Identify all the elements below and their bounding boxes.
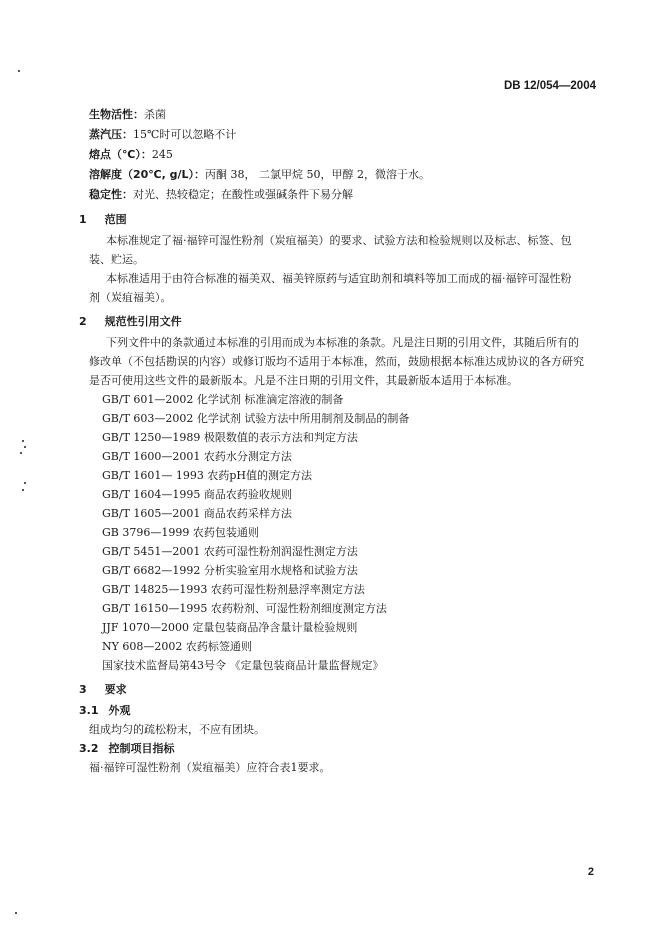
scan-speck <box>15 912 17 914</box>
section-3-1-text: 组成均匀的疏松粉末，不应有团块。 <box>89 723 265 736</box>
section-2-paragraph-line-1: 下列文件中的条款通过本标准的引用而成为本标准的条款。凡是注日期的引用文件，其随后所有的 <box>106 336 579 349</box>
reference-item: GB/T 16150—1995 农药粉剂、可湿性粉剂细度测定方法 <box>102 602 387 615</box>
reference-item: 国家技术监督局第43号令 《定量包装商品计量监督规定》 <box>102 659 384 672</box>
reference-item: NY 608—2002 农药标签通则 <box>102 640 252 653</box>
page-number: 2 <box>587 866 594 878</box>
section-1-paragraph-2-line-2: 剂（炭疽福美）。 <box>89 291 172 304</box>
section-2-paragraph-line-2: 修改单（不包括勘误的内容）或修订版均不适用于本标准，然而，鼓励根据本标准达成协议的各方研究 <box>89 355 584 368</box>
property-melting-point: 熔点（℃）：245 <box>89 148 173 161</box>
scan-speck <box>22 440 24 442</box>
scan-speck <box>18 70 20 72</box>
reference-item: GB/T 14825—1993 农药可湿性粉剂悬浮率测定方法 <box>102 583 365 596</box>
property-vapor-pressure: 蒸汽压：15℃时可以忽略不计 <box>89 128 237 141</box>
scan-speck <box>24 482 26 484</box>
property-bio-activity: 生物活性：杀菌 <box>89 108 166 121</box>
reference-item: GB/T 601—2002 化学试剂 标准滴定溶液的制备 <box>102 393 344 406</box>
section-3-2-text: 福·福锌可湿性粉剂（炭疽福美）应符合表1要求。 <box>89 761 331 774</box>
reference-item: GB/T 603—2002 化学试剂 试验方法中所用制剂及制品的制备 <box>102 412 410 425</box>
property-stability: 稳定性：对光、热较稳定；在酸性或强碱条件下易分解 <box>89 188 353 201</box>
reference-item: JJF 1070—2000 定量包装商品净含量计量检验规则 <box>102 621 358 634</box>
section-3-heading: 3 要求 <box>79 683 127 696</box>
reference-item: GB 3796—1999 农药包装通则 <box>102 526 259 539</box>
section-1-heading: 1 范围 <box>79 213 127 226</box>
section-2-heading: 2 规范性引用文件 <box>79 315 182 328</box>
section-2-paragraph-line-3: 是否可使用这些文件的最新版本。凡是不注日期的引用文件，其最新版本适用于本标准。 <box>89 374 518 387</box>
section-1-paragraph-1-line-2: 装、贮运。 <box>89 253 144 266</box>
section-3-2-heading: 3.2 控制项目指标 <box>79 742 175 755</box>
reference-item: GB/T 1605—2001 商品农药采样方法 <box>102 507 292 520</box>
document-code: DB 12/054—2004 <box>503 80 596 92</box>
reference-item: GB/T 1604—1995 商品农药验收规则 <box>102 488 292 501</box>
scan-speck <box>22 489 24 491</box>
section-1-paragraph-1-line-1: 本标准规定了福·福锌可湿性粉剂（炭疽福美）的要求、试验方法和检验规则以及标志、标签、包 <box>106 234 572 247</box>
property-solubility: 溶解度（20℃, g/L）：丙酮 38， 二氯甲烷 50，甲醇 2，微溶于水。 <box>89 168 431 181</box>
reference-item: GB/T 1250—1989 极限数值的表示方法和判定方法 <box>102 431 358 444</box>
reference-item: GB/T 6682—1992 分析实验室用水规格和试验方法 <box>102 564 358 577</box>
reference-item: GB/T 1600—2001 农药水分测定方法 <box>102 450 292 463</box>
scan-speck <box>24 446 26 448</box>
reference-item: GB/T 5451—2001 农药可湿性粉剂润湿性测定方法 <box>102 545 358 558</box>
section-3-1-heading: 3.1 外观 <box>79 704 131 717</box>
scan-speck <box>20 452 22 454</box>
reference-item: GB/T 1601— 1993 农药pH值的测定方法 <box>102 469 313 482</box>
section-1-paragraph-2-line-1: 本标准适用于由符合标准的福美双、福美锌原药与适宜助剂和填料等加工而成的福·福锌可湿性粉 <box>106 272 572 285</box>
